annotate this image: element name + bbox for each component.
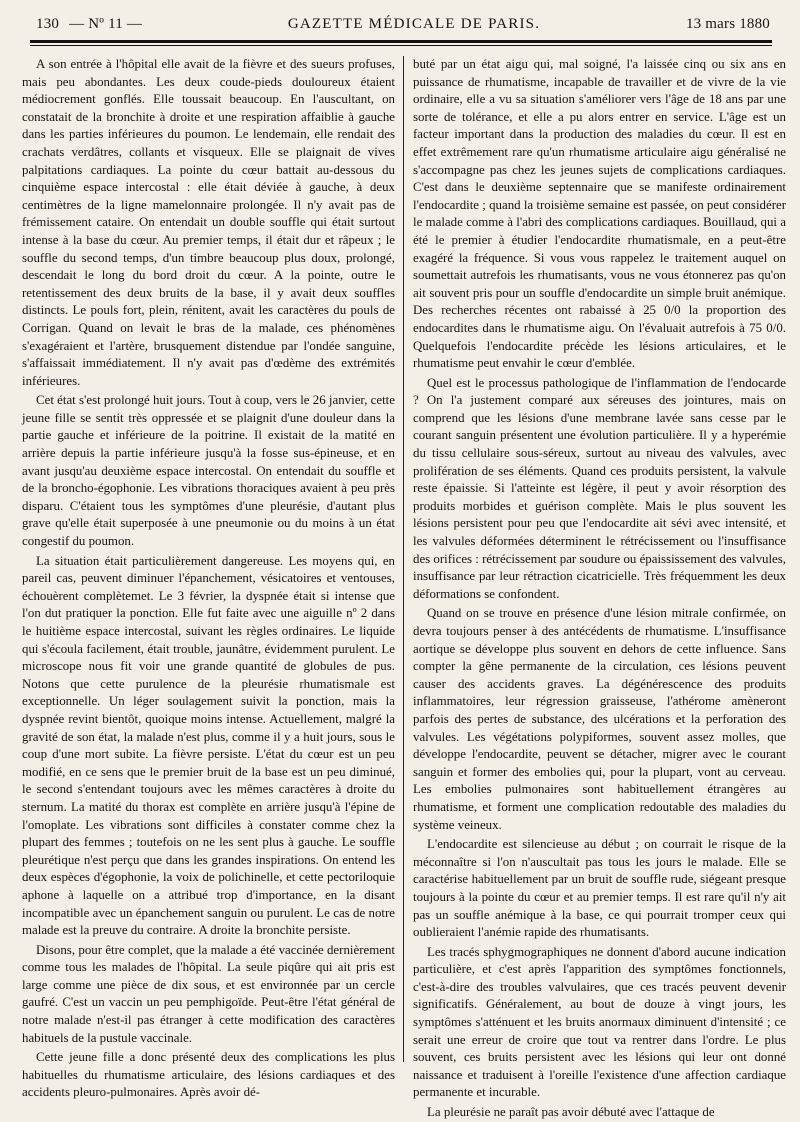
header-rule-thin — [30, 45, 772, 46]
paragraph: Les tracés sphygmographiques ne donnent d'abord aucune indication particulière, et c'est après l'apparition des symptômes fonctionnels, c'est-à-dire des troubles valvulaires, que ces tracés peuvent devenir significatifs. Généralement, au bout de douze à vingt jours, les symptômes s'atténuent et les bruits anormaux diminuent d'intensité ; ce serait une erreur de croire que tout va rentrer dans l'ordre. Le plus souvent, ces bruits persistent avec les lésions qui leur ont donné naissance et traduisent à l'oreille l'existence d'une affection cardiaque permanente et incurable. — [413, 944, 786, 1100]
header-left — [36, 16, 142, 33]
paragraph: Quand on se trouve en présence d'une lésion mitrale confirmée, on devra toujours penser à des antécédents de rhumatisme. L'insuffisance aortique se développe plus souvent en dehors de cette influence. Sans compter la gêne permanente de la circulation, ces lésions peuvent causer des accidents graves. La dégénérescence des produits inflammatoires, leur régression graisseuse, l'athérome amèneront parfois des pertes de substance, des ulcérations et la perforation des valvules. Les végétations polypiformes, souvent assez molles, que développe l'endocardite, peuvent se détacher, migrer avec le courant sanguin et former des embolies qui, pour la plupart, vont au cerveau. Les embolies pulmonaires sont habituellement étrangères au rhumatisme, et forment une complication redoutable des maladies du système veineux. — [413, 606, 786, 832]
header-rule-thick — [30, 40, 772, 43]
left-column — [22, 56, 403, 1100]
issue-number: — Nº 11 — — [69, 16, 143, 32]
text-columns — [22, 56, 787, 1120]
journal-title: GAZETTE MÉDICALE DE PARIS. — [287, 16, 541, 32]
page-header — [36, 16, 770, 38]
paragraph: L'endocardite est silencieuse au début ; on courrait le risque de la méconnaître si l'on n'auscultait pas tous les jours le malade. Elle se caractérise habituellement par un bruit de souffle rude, siégeant presque toujours à la pointe du cœur et au premier temps. Il est rare qu'il n'y ait pas un souffle anémique à la base, ce qui pourrait tromper ceux qui oublieraient l'anémie rapide des rhumatisants. — [413, 837, 786, 940]
paragraph: La situation était particulièrement dangereuse. Les moyens qui, en pareil cas, peuvent diminuer l'épanchement, vésicatoires et ventouses, échouèrent complètemet. Le 3 février, la dyspnée était si intense que l'on dut pratiquer la ponction. Elle fut faite avec une aiguille nº 2 dans le huitième espace intercostal, suivant les règles ordinaires. Le liquide qui s'écoula facilement, était trouble, jaunâtre, évidemment purulent. Le microscope nous fit voir une grande quantité de globules de pus. Notons que cette purulence de la pleurésie rhumatismale est exceptionnelle. Un léger soulagement suivit la ponction, mais la dyspnée revint bientôt, quoique moins intense. Actuellement, malgré la gravité de son état, la malade n'est plus, comme il y a huit jours, sous le coup d'une mort subite. La fièvre persiste. L'état du cœur est un peu modifié, en ce sens que le premier bruit de la base est un peu diminué, le second s'entendant toujours avec les mêmes caractères à droite du sternum. La matité du thorax est complète en arrière jusqu'à l'épine de l'omoplate. Les vibrations sont difficiles à constater comme chez la plupart des femmes ; toutefois on ne les sent plus à gauche. Le souffle pleurétique n'est perçu que dans les grandes inspirations. On entend les deux espèces d'égophonie, la voix de polichinelle, et cette pectoriloquie aphone à laquelle on a attribué trop d'importance, en la disant incompatible avec un épanchement sanguin ou purulent. Le cas de notre malade est la preuve du contraire. A droite la bronchite persiste. — [22, 553, 395, 938]
paragraph: Cette jeune fille a donc présenté deux des complications les plus habituelles du rhumatisme articulaire, des lésions cardiaques et des accidents pleuro-pulmonaires. Après avoir dé- — [22, 1050, 395, 1100]
page-number: 130 — [36, 16, 60, 32]
issue-date: 13 mars 1880 — [685, 16, 770, 32]
paragraph: Quel est le processus pathologique de l'inflammation de l'endocarde ? On l'a justement comparé aux séreuses des jointures, mais on comprend que les lésions d'une membrane lavée sans cesse par le courant sanguin présentent une évolution particulière. Il y a hyperémie du tissu cellulaire sous-séreux, surtout au niveau des valvules, avec prolifération de ses éléments. Quand ces produits persistent, la valvule reste épaissie. Si l'atteinte est légère, il peut y avoir résorption des produits morbides et guérison complète. Mais le plus souvent les lésions persistent pour peu que l'endocardite ait sévi avec intensité, et les valvules déformées déterminent le rétrécissement ou l'insuffisance des orifices : rétrécissement par soudure ou épaississement des valvules, insuffisance par leur rétraction cicatricielle. Très fréquemment les deux déformations se confondent. — [413, 375, 787, 601]
paragraph: A son entrée à l'hôpital elle avait de la fièvre et des sueurs profuses, mais peu abondantes. Les deux coude-pieds douloureux étaient médiocrement gonflés. Elle toussait beaucoup. En l'auscultant, on constatait de la bronchite à droite et une respiration affaiblie à gauche dans les parties inférieures du poumon. Le lendemain, elle rendait des crachats verdâtres, collants et visqueux. Elle se plaignait de vives palpitations cardiaques. La pointe du cœur battait au-dessous du cinquième espace intercostal : elle était déviée à gauche, à deux centimètres de la ligne mamelonnaire prolongée. Il n'y avait pas de frémissement cataire. On entendait un double souffle qui était surtout intense à la base du cœur. Au premier temps, il était dur et râpeux ; le souffle du second temps, d'un timbre beaucoup plus doux, prolongé, descendait le long du bord droit du cœur. A la pointe, outre le retentissement des deux bruits de la base, il y avait deux souffles distincts. Le pouls fort, plein, rénitent, avait les caractères du pouls de Corrigan. Quand on levait le bras de la malade, ces phénomènes s'exagéraient et l'artère, brusquement distendue par l'ondée sanguine, s'affaissait immédiatement. Il n'y avait pas d'œdème des extrémités inférieures. — [22, 57, 395, 388]
right-column — [404, 56, 787, 1120]
paragraph: Disons, pour être complet, que la malade a été vaccinée dernièrement comme tous les malades de l'hôpital. La seule piqûre qui ait pris est large comme une pièce de dix sous, et est environnée par un cercle gaufré. C'est un vaccin un peu pemphigoïde. Peut-être l'état général de notre malade n'est-il pas étranger à cette modification des caractères habituels de la pustule vaccinale. — [22, 942, 395, 1045]
paragraph: Cet état s'est prolongé huit jours. Tout à coup, vers le 26 janvier, cette jeune fille se sentit très oppressée et se plaignit d'une douleur dans la partie gauche et inférieure de la poitrine. Il existait de la matité en arrière depuis la partie inférieure jusqu'à la fosse sus-épineuse, et en avant jusqu'au deuxième espace intercostal. On entendait du souffle et de la broncho-égophonie. Les vibrations thoraciques avaient à peu près disparu. C'étaient tous les symptômes d'une pleurésie, d'autant plus grave qu'elle était superposée à une pneumonie ou du moins à un état congestif du poumon. — [22, 393, 395, 549]
paragraph: buté par un état aigu qui, mal soigné, l'a laissée cinq ou six ans en puissance de rhumatisme, incapable de travailler et de vivre de la vie ordinaire, elle a vu sa situation s'améliorer vers l'âge de 18 ans par une sorte de tolérance, et elle a pu alors entrer en service. L'âge est un facteur important dans la production des maladies du cœur. Il est en effet extrêmement rare qu'un rhumatisme articulaire aigu généralisé ne s'accompagne pas chez les jeunes sujets de complications cardiaques. C'est dans le deuxième septennaire que se manifeste ordinairement l'endocardite ; quand la troisième semaine est passée, on peut considérer le malade comme à l'abri des complications cardiaques. Bouillaud, qui a été le premier à étudier l'endocardite rhumatismale, en a peut-être exagéré la fréquence. Si vous vous rappelez le traitement auquel on soumettait autrefois les rhumatisants, vous ne vous étonnerez pas qu'on ait souvent pris pour un souffle d'endocardite un simple bruit anémique. Des recherches récentes ont rabaissé à 25 0/0 la proportion des endocardites dans le rhumatisme aigu. On l'évaluait autrefois à 75 0/0. Quelquefois l'endocardite précède les lésions articulaires, et le rhumatisme peut envahir le cœur d'emblée. — [413, 57, 786, 371]
paragraph: La pleurésie ne paraît pas avoir débuté avec l'attaque de — [427, 1105, 715, 1120]
